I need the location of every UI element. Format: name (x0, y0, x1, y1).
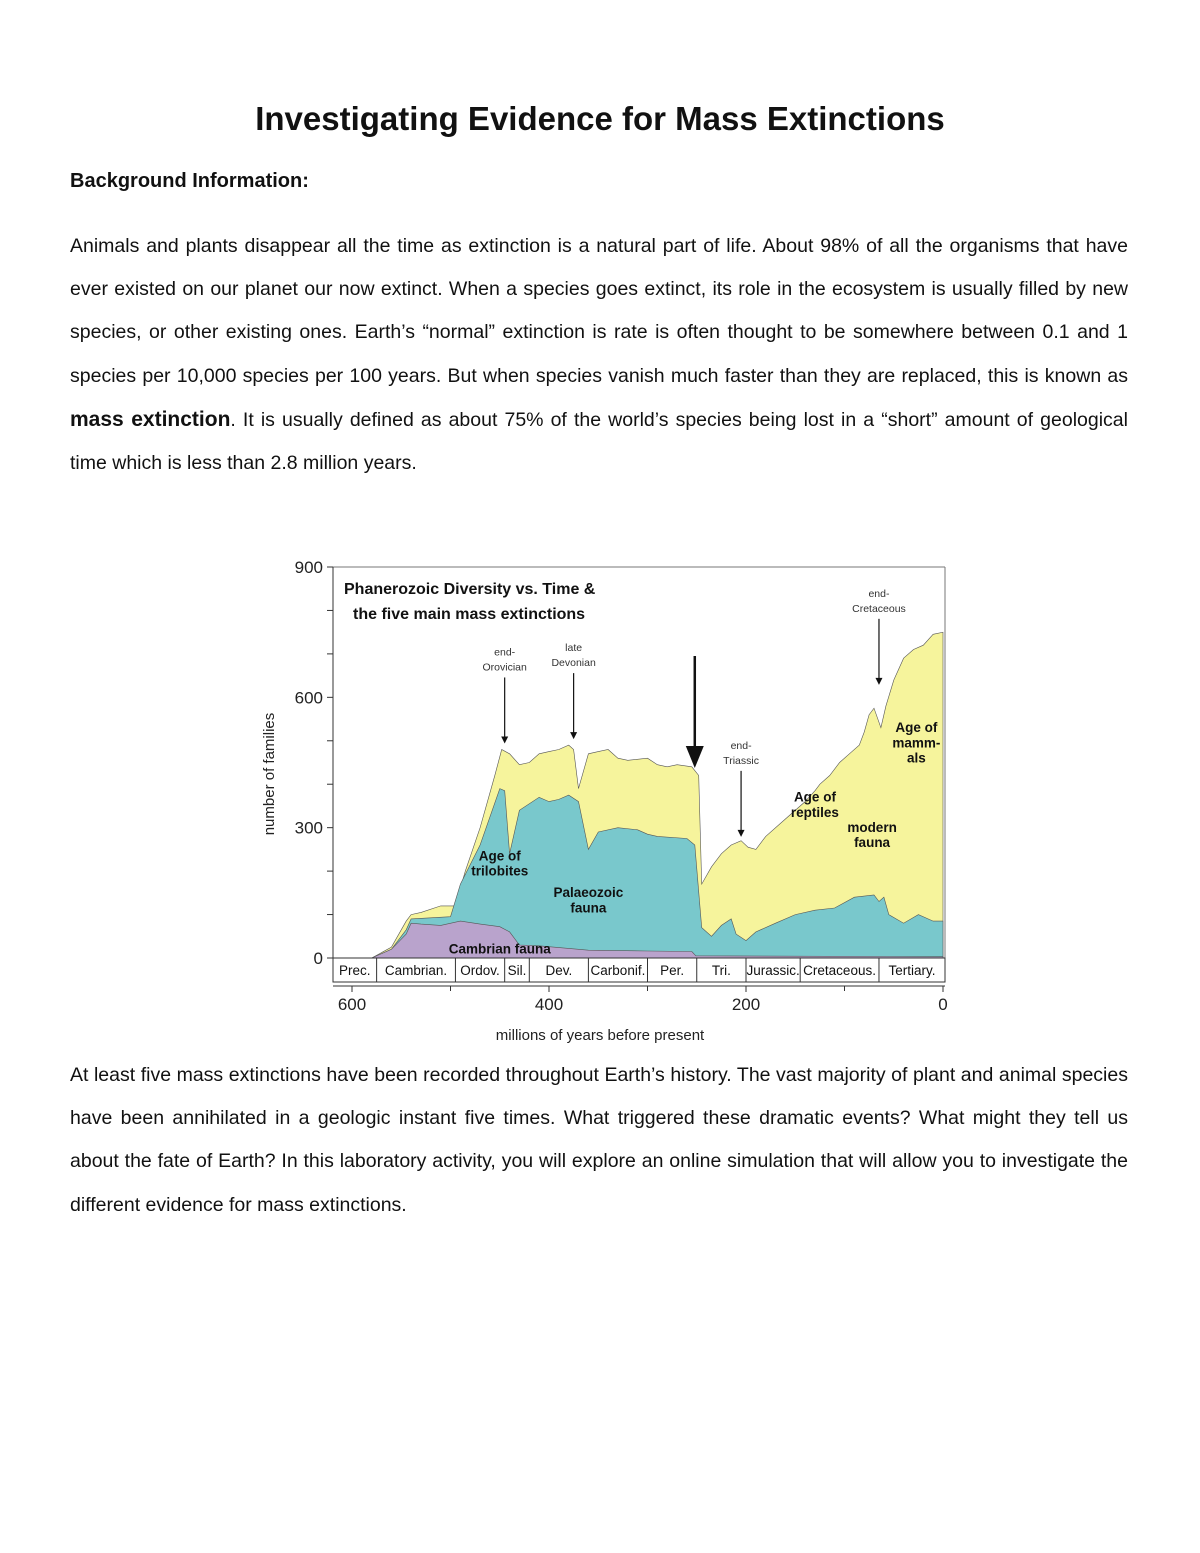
fauna-label: modern (847, 820, 897, 836)
y-tick-label: 0 (313, 949, 323, 968)
end-permian-arrow-head (686, 746, 704, 768)
period-label: Sil. (507, 963, 527, 978)
extinction-arrow-head (875, 678, 882, 685)
extinction-label: end- (730, 739, 752, 752)
period-label: Per. (660, 963, 685, 978)
chart-title-line2: the five main mass extinctions (353, 606, 586, 623)
y-axis (295, 558, 333, 968)
extinction-arrow-head (738, 830, 745, 837)
y-tick-label: 300 (294, 818, 323, 838)
extinction-label: Cretaceous (852, 602, 906, 615)
chart-title-line1: Phanerozoic Diversity vs. Time & (344, 581, 596, 598)
fauna-label: mamm- (892, 735, 941, 751)
period-bar (333, 958, 945, 982)
fauna-label: fauna (570, 900, 607, 916)
x-axis (333, 986, 948, 1014)
x-tick-label: 0 (938, 995, 948, 1014)
fauna-label: reptiles (790, 804, 839, 820)
para1-text-start: Animals and plants disappear all the time as extinction is a natural part of life. About 98% of all the organisms that have ever existed on our planet our now extinct. When a species goes extinct, its role in the ecosystem is usually filled by new species, or other existing ones. Earth’s “normal” extinction is rate is often thought to be somewhere between 0.1 and 1 species per 10,000 species per 100 years. But when species vanish much faster than they are replaced, this is known as (70, 235, 1128, 387)
extinction-arrow-head (570, 732, 577, 739)
fauna-label: Palaeozoic (553, 885, 624, 901)
mass-extinction-term: mass extinction (70, 407, 231, 431)
extinction-label: Triassic (723, 754, 759, 767)
period-label: Dev. (545, 963, 573, 978)
period-label: Carbonif. (590, 963, 646, 978)
fauna-label: Cambrian fauna (448, 941, 551, 957)
x-tick-label: 200 (731, 995, 761, 1014)
period-label: Tertiary. (888, 963, 936, 978)
y-axis-label: number of families (261, 712, 278, 836)
extinction-arrow-head (501, 736, 508, 743)
fauna-label: Age of (478, 848, 521, 864)
extinction-label: end- (494, 646, 516, 659)
extinction-label: Devonian (551, 657, 596, 670)
period-label: Tri. (711, 963, 731, 978)
period-label: Ordov. (460, 963, 500, 978)
fauna-label: Age of (895, 720, 938, 736)
page-title: Investigating Evidence for Mass Extinctions (255, 100, 945, 137)
para1-text-end: . It is usually defined as about 75% of the world’s species being lost in a “short” amount of geological time which is less than 2.8 million years. (70, 408, 1128, 475)
section-heading: Background Information: (70, 170, 309, 192)
y-tick-label: 600 (294, 688, 323, 708)
background-paragraph (70, 225, 1128, 485)
diversity-chart (255, 548, 960, 1050)
extinctions-paragraph: At least five mass extinctions have been recorded throughout Earth’s history. The vast majority of plant and animal species have been annihilated in a geologic instant five times. What triggered these dramatic events? What might they tell us about the fate of Earth? In this laboratory activity, you will explore an online simulation that will allow you to investigate the different evidence for mass extinctions. (70, 1064, 1128, 1216)
period-label: Cambrian. (384, 963, 448, 978)
x-tick-label: 600 (337, 995, 367, 1014)
extinction-label: late (565, 642, 583, 655)
period-label: Jurassic. (746, 963, 800, 978)
x-axis-label: millions of years before present (495, 1027, 705, 1044)
y-tick-label: 900 (294, 558, 323, 577)
fauna-label: trilobites (471, 863, 529, 879)
x-tick-label: 400 (534, 995, 564, 1014)
period-label: Cretaceous. (803, 963, 876, 978)
period-label: Prec. (339, 963, 371, 978)
fauna-label: Age of (793, 789, 836, 805)
fauna-label: fauna (854, 835, 891, 851)
fauna-label: als (907, 750, 926, 766)
extinction-label: end- (868, 587, 890, 600)
chart-areas (372, 632, 943, 958)
extinction-label: Orovician (482, 661, 527, 674)
